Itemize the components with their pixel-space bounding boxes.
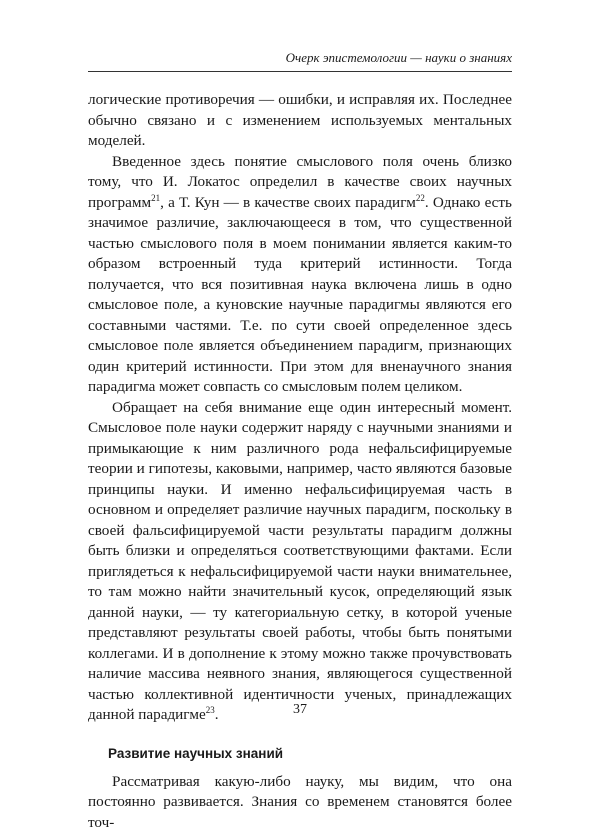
footnote-ref-22[interactable]: 22 — [416, 192, 425, 202]
paragraph-3 — [88, 398, 512, 726]
paragraph-2-text-b: , а Т. Кун — в качестве своих парадигм — [160, 194, 416, 211]
paragraph-3-text: Обращает на себя внимание еще один интересный момент. Смысловое поле науки содержит наряду с научными знаниями и примыкающие к ним различного рода нефальсифицируемые теории и гипотезы, каковыми, например, часто являются базовые принципы науки. И именно нефальсифицируемая часть в основном и определяет различие научных парадигм, поскольку в своей фальсифицируемой части результаты парадигм должны быть близки и определяться соответствующими фактами. Если приглядеться к нефальсифицируемой части науки внимательнее, то там можно найти значительный кусок, определяющий язык данной науки, — ту категориальную сетку, в которой ученые представляют результаты своей работы, чтобы быть понятыми коллегами. И в дополнение к этому можно также прочувствовать наличие массива неявного знания, являющегося существенной частью коллективной идентичности ученых, принадлежащих данной парадигме — [88, 399, 512, 724]
running-header: Очерк эпистемологии — науки о знаниях — [88, 50, 512, 66]
footnote-ref-21[interactable]: 21 — [151, 192, 160, 202]
body-text — [88, 90, 512, 833]
paragraph-1: логические противоречия — ошибки, и исправляя их. Последнее обычно связано и с изменением используемых ментальных моделей. — [88, 90, 512, 152]
footnote-ref-23[interactable]: 23 — [206, 705, 215, 715]
paragraph-2-text-c: . Однако есть значимое различие, заключающееся в том, что существенной частью смыслового поля в моем понимании является каким-то образом встроенный туда критерий истинности. Тогда получается, что вся позитивная наука включена лишь в одно смысловое поле, а куновские научные парадигмы являются его составными частями. Т.е. по сути своей определенное здесь смысловое поле является объединением парадигм, признающих один критерий истинности. При этом для вненаучного знания парадигма может совпасть со смысловым полем целиком. — [88, 194, 512, 396]
paragraph-4: Рассматривая какую-либо науку, мы видим, что она постоянно развивается. Знания со временем становятся более точ- — [88, 772, 512, 833]
header-rule — [88, 71, 512, 72]
section-heading: Развитие научных знаний — [108, 744, 512, 764]
paragraph-2 — [88, 152, 512, 398]
paragraph-3-end: . — [215, 706, 219, 723]
paragraph-2-text-a: Введенное здесь понятие смыслового поля очень близко тому, что И. Локатос определил в качестве своих научных программ — [88, 153, 512, 211]
page-number: 37 — [0, 702, 600, 718]
